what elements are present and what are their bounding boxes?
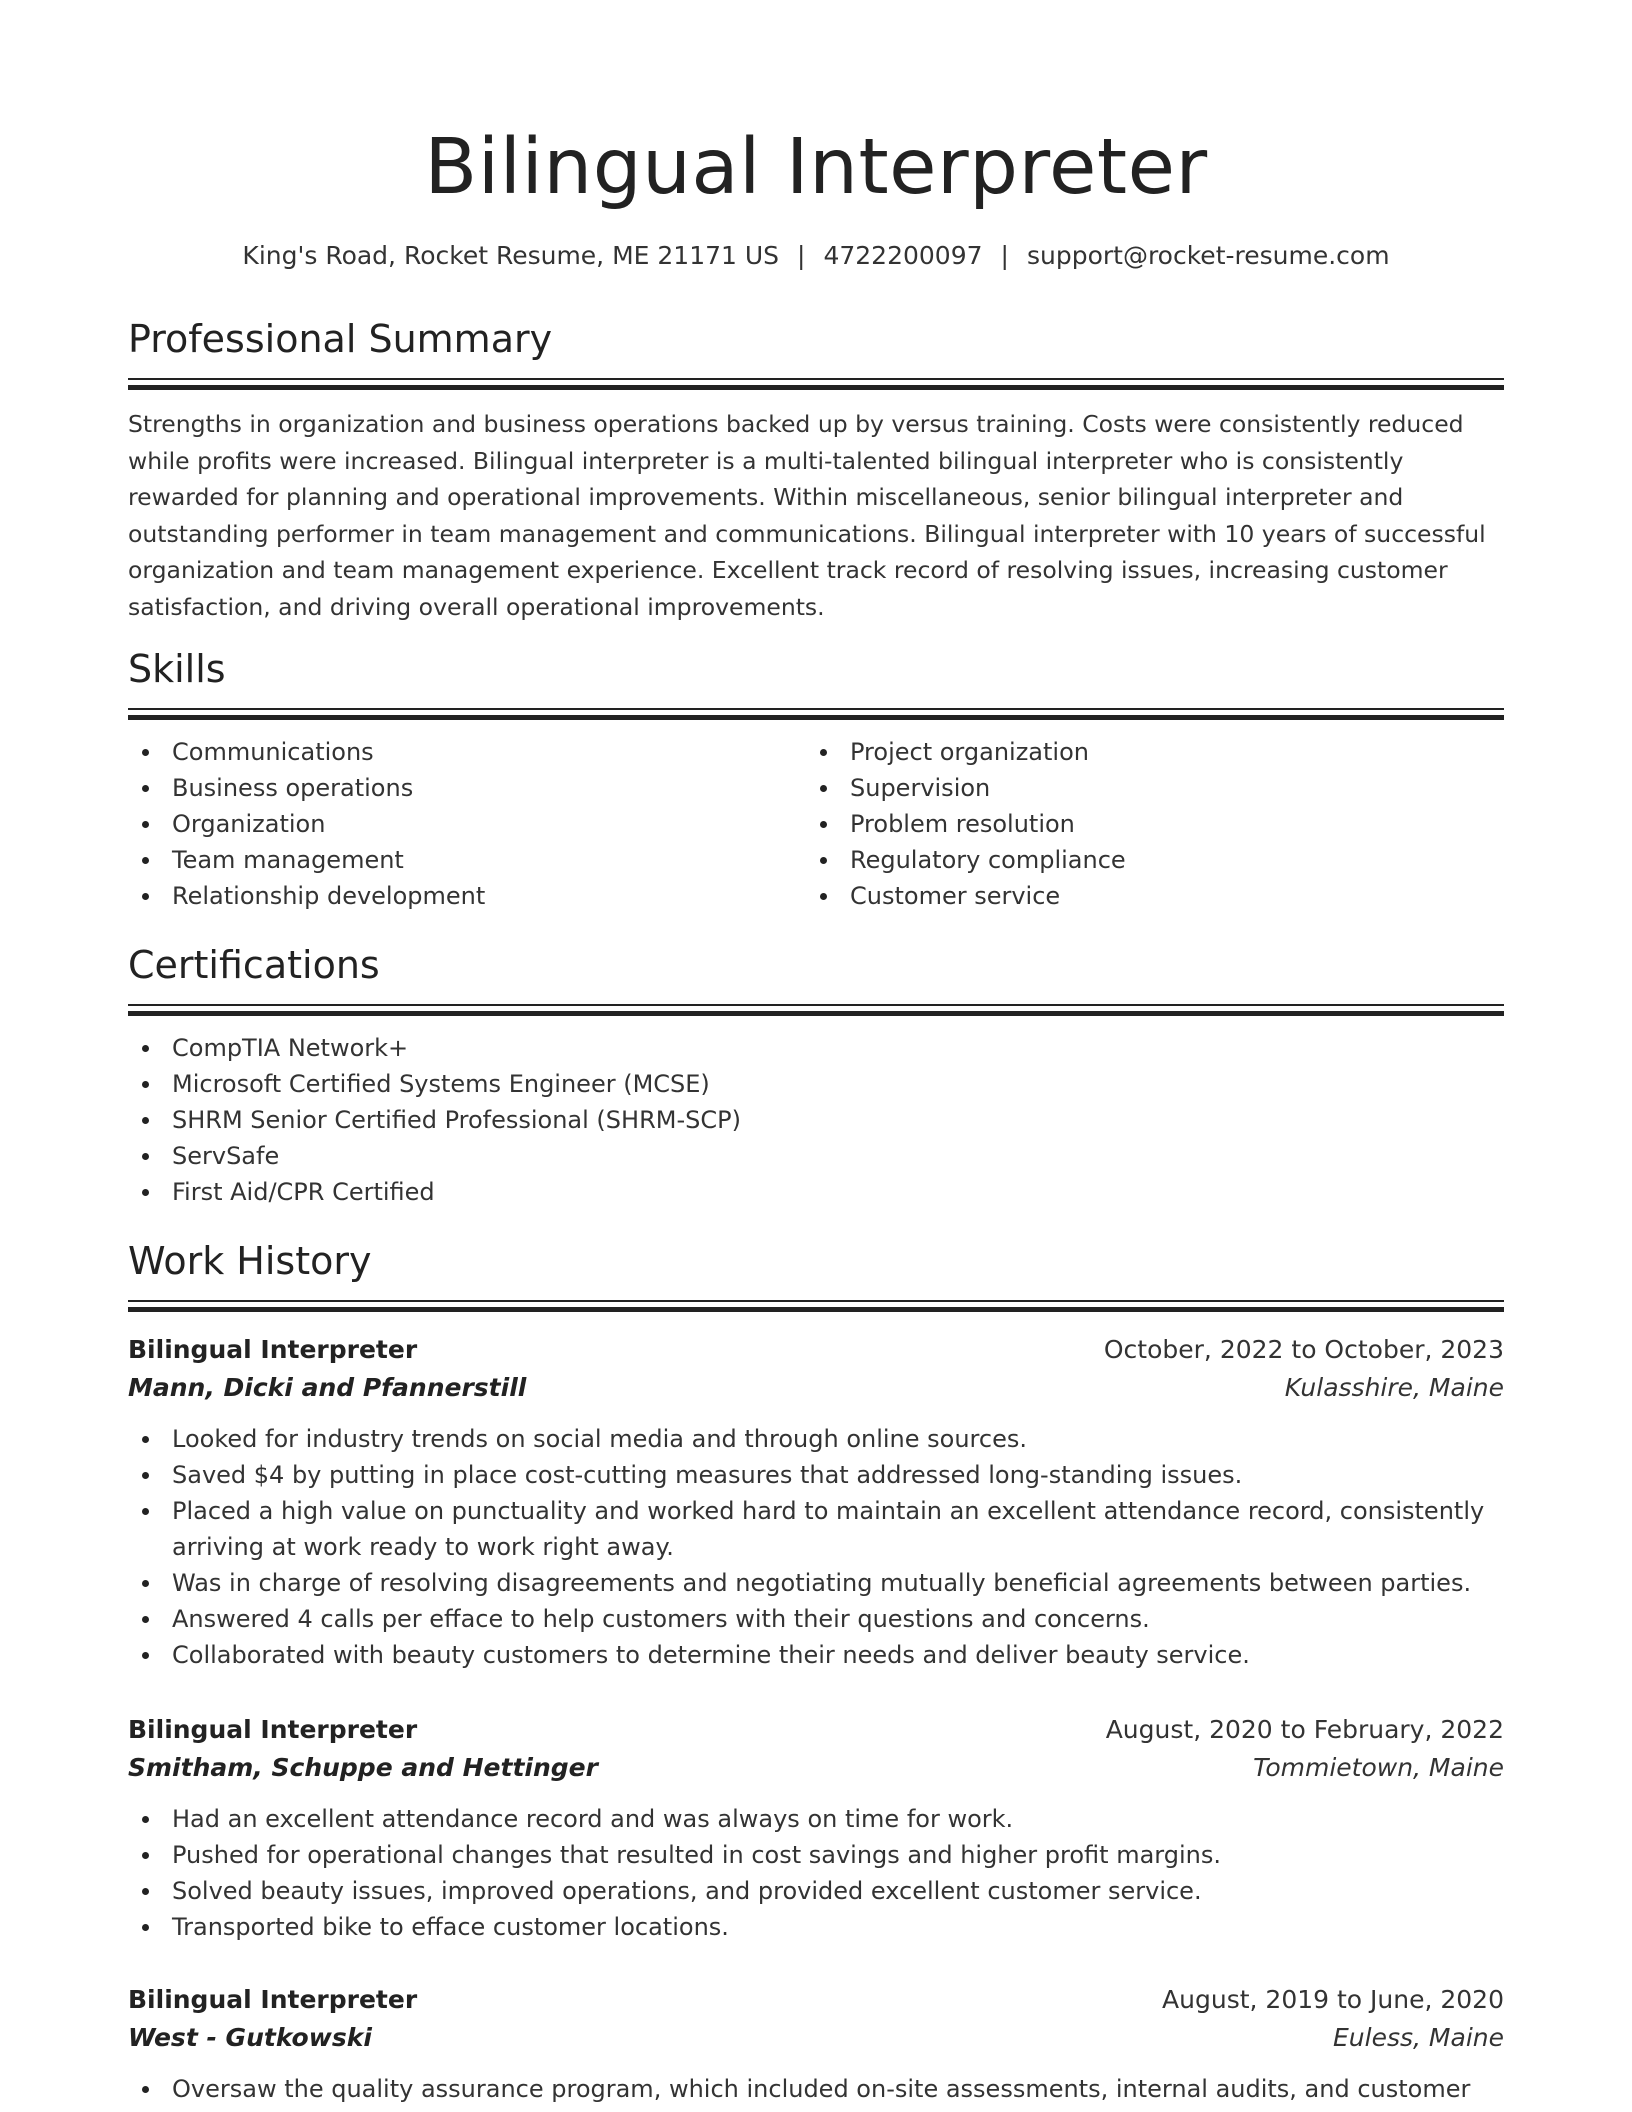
job-entry (128, 1981, 1504, 2107)
job-bullet: Collaborated with beauty customers to determine their needs and deliver beauty service. (128, 1637, 1504, 1673)
work-history-section (128, 1236, 1504, 1312)
certification-item: ServSafe (128, 1138, 1504, 1174)
job-company: Smitham, Schuppe and Hettinger (128, 1753, 598, 1782)
job-bullets (128, 1421, 1504, 1673)
certifications-list (128, 1030, 1504, 1210)
job-title: Bilingual Interpreter (128, 1715, 418, 1744)
certification-item: Microsoft Certified Systems Engineer (MCSE) (128, 1066, 1504, 1102)
job-location: Kulasshire, Maine (1284, 1373, 1504, 1402)
job-location: Euless, Maine (1333, 2023, 1504, 2052)
job-bullet: Transported bike to efface customer locations. (128, 1909, 1504, 1945)
section-divider-thick (128, 1307, 1504, 1312)
section-divider-thick (128, 1011, 1504, 1016)
certification-item: First Aid/CPR Certified (128, 1174, 1504, 1210)
summary-section (128, 314, 1504, 625)
certifications-section (128, 940, 1504, 1210)
skill-item: Organization (128, 806, 806, 842)
job-dates: October, 2022 to October, 2023 (1103, 1335, 1504, 1364)
section-title-skills: Skills (128, 647, 226, 691)
job-dates: August, 2019 to June, 2020 (1162, 1985, 1504, 2014)
skill-item: Team management (128, 842, 806, 878)
skill-item: Relationship development (128, 878, 806, 914)
skill-item: Regulatory compliance (806, 842, 1484, 878)
skills-list-left (128, 734, 806, 914)
skills-columns (128, 734, 1504, 914)
contact-address: King's Road, Rocket Resume, ME 21171 US (242, 241, 780, 270)
skill-item: Business operations (128, 770, 806, 806)
section-title-certifications: Certifications (128, 943, 380, 987)
job-entry (128, 1711, 1504, 1945)
job-company: Mann, Dicki and Pfannerstill (128, 1373, 527, 1402)
job-bullets (128, 1801, 1504, 1945)
section-divider-thick (128, 385, 1504, 390)
skill-item: Problem resolution (806, 806, 1484, 842)
job-bullet: Placed a high value on punctuality and worked hard to maintain an excellent attendance record, consistently arriving at work ready to work right away. (128, 1493, 1504, 1565)
contact-phone: 4722200097 (823, 241, 983, 270)
certification-item: CompTIA Network+ (128, 1030, 1504, 1066)
job-bullet: Had an excellent attendance record and was always on time for work. (128, 1801, 1504, 1837)
job-bullet: Saved $4 by putting in place cost-cutting measures that addressed long-standing issues. (128, 1457, 1504, 1493)
job-entry (128, 1331, 1504, 1673)
job-bullets (128, 2071, 1504, 2107)
job-dates: August, 2020 to February, 2022 (1105, 1715, 1504, 1744)
section-divider-thick (128, 715, 1504, 720)
skills-list-right (806, 734, 1484, 914)
job-bullet: Solved beauty issues, improved operations, and provided excellent customer service. (128, 1873, 1504, 1909)
section-title-work-history: Work History (128, 1239, 372, 1283)
skill-item: Communications (128, 734, 806, 770)
job-company: West - Gutkowski (128, 2023, 372, 2052)
section-divider (128, 708, 1504, 710)
section-title-summary: Professional Summary (128, 317, 553, 361)
skill-item: Supervision (806, 770, 1484, 806)
job-location: Tommietown, Maine (1253, 1753, 1504, 1782)
contact-line (128, 238, 1504, 274)
contact-separator: | (797, 241, 806, 270)
job-bullet: Looked for industry trends on social media and through online sources. (128, 1421, 1504, 1457)
skills-section (128, 644, 1504, 914)
contact-email: support@rocket-resume.com (1026, 241, 1390, 270)
job-bullet: Oversaw the quality assurance program, which included on-site assessments, internal audits, and customer (128, 2071, 1504, 2107)
contact-separator: | (1000, 241, 1009, 270)
job-bullet: Pushed for operational changes that resulted in cost savings and higher profit margins. (128, 1837, 1504, 1873)
section-divider (128, 1004, 1504, 1006)
section-divider (128, 1300, 1504, 1302)
resume-name: Bilingual Interpreter (424, 123, 1208, 212)
job-bullet: Was in charge of resolving disagreements and negotiating mutually beneficial agreements between parties. (128, 1565, 1504, 1601)
section-divider (128, 378, 1504, 380)
job-bullet: Answered 4 calls per efface to help customers with their questions and concerns. (128, 1601, 1504, 1637)
job-title: Bilingual Interpreter (128, 1335, 418, 1364)
skill-item: Customer service (806, 878, 1484, 914)
certification-item: SHRM Senior Certified Professional (SHRM-SCP) (128, 1102, 1504, 1138)
skill-item: Project organization (806, 734, 1484, 770)
job-title: Bilingual Interpreter (128, 1985, 418, 2014)
summary-text: Strengths in organization and business operations backed up by versus training. Costs were consistently reduced while profits were increased. Bilingual interpreter is a multi-talented bilingual interpreter who is consistently rewarded for planning and operational improvements. Within miscellaneous, senior bilingual interpreter and outstanding performer in team management and communications. Bilingual interpreter with 10 years of successful organization and team management experience. Excellent track record of resolving issues, increasing customer satisfaction, and driving overall operational improvements. (128, 410, 1486, 621)
